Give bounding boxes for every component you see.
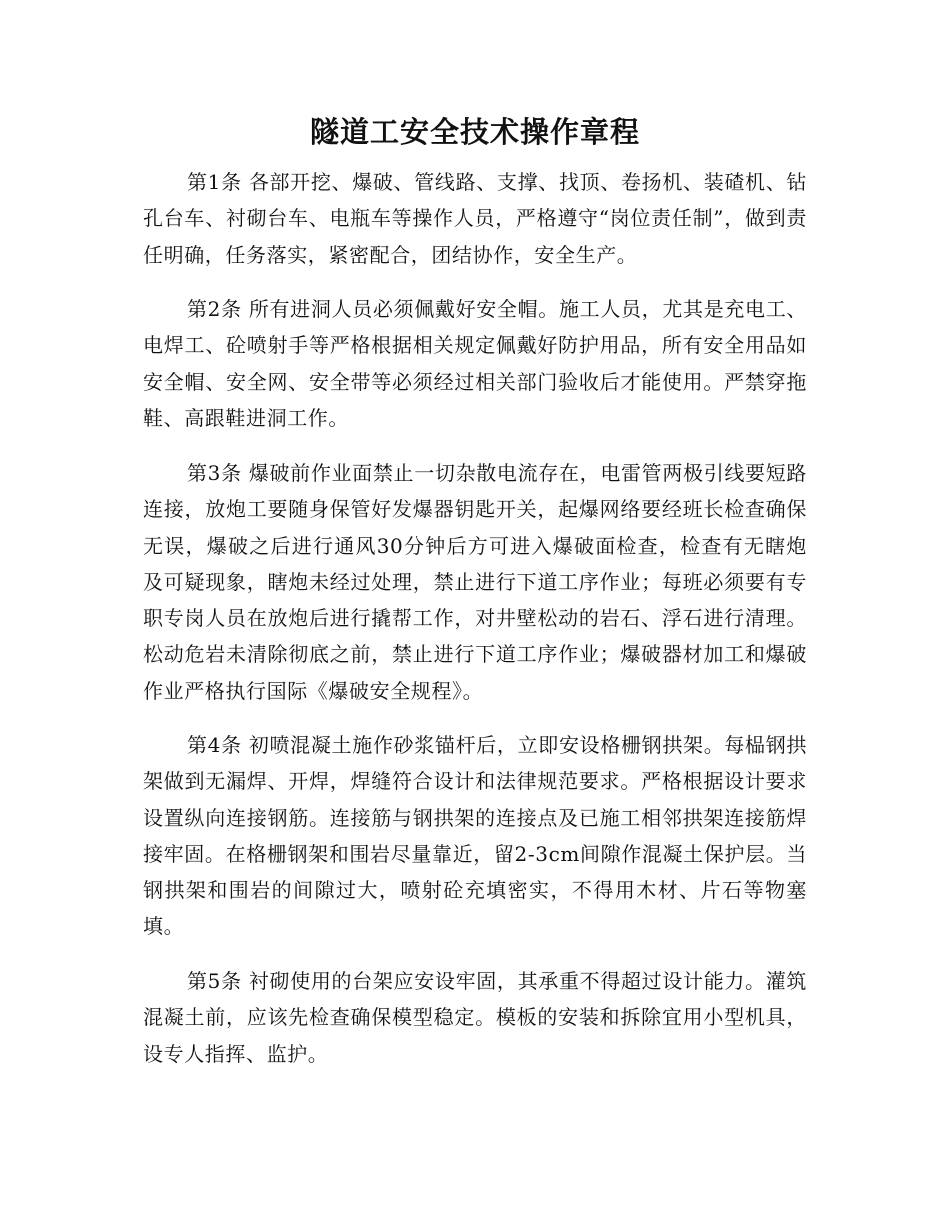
document-title: 隧道工安全技术操作章程 <box>309 115 640 149</box>
article-1 <box>143 164 807 273</box>
article-text: 衬砌使用的台架应安设牢固，其承重不得超过设计能力。灌筑混凝土前，应该先检查确保模型稳定。模板的安装和拆除宜用小型机具，设专人指挥、监护。 <box>143 969 808 1066</box>
article-number: 第3条 <box>187 461 242 485</box>
article-5 <box>143 963 807 1072</box>
article-number: 第4条 <box>187 733 242 757</box>
article-text: 爆破前作业面禁止一切杂散电流存在，电雷管两极引线要短路连接，放炮工要随身保管好发爆器钥匙开关，起爆网络要经班长检查确保无误，爆破之后进行通风30分钟后方可进入爆破面检查，检查有无瞎炮及可疑现象，瞎炮未经过处理，禁止进行下道工序作业；每班必须要有专职专岗人员在放炮后进行撬帮工作，对井壁松动的岩石、浮石进行清理。松动危岩未清除彻底之前，禁止进行下道工序作业；爆破器材加工和爆破作业严格执行国际《爆破安全规程》。 <box>143 461 808 703</box>
article-text: 各部开挖、爆破、管线路、支撑、找顶、卷扬机、装碴机、钻孔台车、衬砌台车、电瓶车等操作人员，严格遵守“岗位责任制”，做到责任明确，任务落实，紧密配合，团结协作，安全生产。 <box>143 170 808 267</box>
article-2 <box>143 291 807 436</box>
article-number: 第1条 <box>187 170 242 194</box>
article-4 <box>143 727 807 945</box>
article-text: 初喷混凝土施作砂浆锚杆后，立即安设格栅钢拱架。每榀钢拱架做到无漏焊、开焊，焊缝符合设计和法律规范要求。严格根据设计要求设置纵向连接钢筋。连接筋与钢拱架的连接点及已施工相邻拱架连接筋焊接牢固。在格栅钢架和围岩尽量靠近，留2-3cm间隙作混凝土保护层。当钢拱架和围岩的间隙过大，喷射砼充填密实，不得用木材、片石等物塞填。 <box>143 733 808 939</box>
article-text: 所有进洞人员必须佩戴好安全帽。施工人员，尤其是充电工、电焊工、砼喷射手等严格根据相关规定佩戴好防护用品，所有安全用品如安全帽、安全网、安全带等必须经过相关部门验收后才能使用。严禁穿拖鞋、高跟鞋进洞工作。 <box>143 297 808 430</box>
article-3 <box>143 455 807 709</box>
article-number: 第2条 <box>187 297 242 321</box>
article-number: 第5条 <box>187 969 242 993</box>
